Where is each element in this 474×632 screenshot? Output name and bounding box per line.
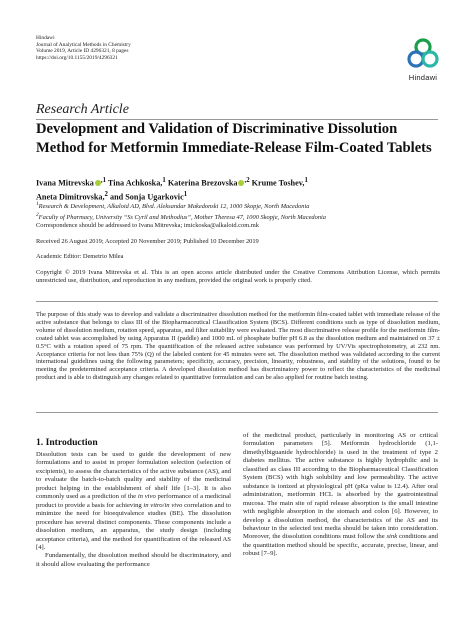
affiliation-item: $^2$Faculty of Pharmacy, University “Ss Cyril and Methodius”, Mother Theresa 47, 1000 Skopje, North Macedonia	[36, 212, 326, 222]
author-affil-mark: 1	[304, 177, 308, 184]
logo-wordmark: Hindawi	[408, 73, 438, 82]
author-affil-mark: ,2	[244, 177, 250, 184]
paragraph: Dissolution tests can be used to guide the development of new formulations and to assist in proper formulation selection (selection of excipients), to assess the characteristics of the active substance (AS), and to evaluate the batch-to-batch quality and stability of the medicinal product helping in the establishment of shelf life [1–3]. It is also commonly used as a prediction of the in vivo performance of a medicinal product to provide a basis for achieving in vitro/in vivo correlation and to minimize the need for bioequivalence studies (BE). The dissolution procedure has several distinct components. These components include a dissolution medium, an apparatus, the study design (including acceptance criteria), and the method for quantification of the released AS [4].	[36, 451, 232, 551]
article-title: Development and Validation of Discriminative Dissolution Method for Metformin Immediate-Release Film-Coated Tablets	[36, 121, 432, 156]
affiliation-item: $^1$Research & Development, Alkaloid AD, Blvd. Aleksandar Makedonski 12, 1000 Skopje, North Macedonia	[36, 201, 310, 211]
left-column	[36, 451, 231, 569]
author-name: and Sonja Ugarkovic	[107, 192, 184, 202]
author-affil-mark: 2	[104, 190, 108, 198]
paragraph: of the medicinal product, particularly in monitoring AS or critical formulation parameters [5]. Metformin hydrochloride (1,1-dimethylbiguanide hydrochloride) is used in the treatment of type 2 diabetes mellitus. The active substance is highly hydrophilic and is classified as class III according to the Biopharmaceutical Classification System (BCS) with high solubility and low permeability. The active substance is ionized at physiological pH (pKa value is 12.4). After oral administration, metformin HCL is absorbed by the gastrointestinal mucosa. The main site of rapid release absorption is the small intestine with negligible absorption in the stomach and colon [6]. However, to develop a dissolution method, the characteristics of the AS and its behaviour in the selected test media should be taken into consideration. Moreover, the dissolution conditions must follow the sink conditions and the quantitation method should be specific, accurate, precise, linear, and robust [7–9].	[243, 432, 439, 558]
journal-name: Journal of Analytical Methods in Chemistry	[36, 41, 131, 48]
abstract-top-divider	[36, 301, 438, 302]
author-name: Ivana Mitrevska	[36, 178, 94, 188]
volume-info: Volume 2019, Article ID 4296321, 8 pages	[36, 48, 129, 55]
article-type: Research Article	[36, 102, 129, 117]
hindawi-logo-icon	[405, 36, 441, 72]
abstract: The purpose of this study was to develop and validate a discriminative dissolution method for the metformin film-coated tablet with immediate release of the active substance that belongs to class III of the Biopharmaceutical Classification System (BCS). Different conditions such as type of dissolution medium, volume of dissolution medium, rotation speed, apparatus, and filter suitability were evaluated. The most discriminative release profile for the metformin film-coated tablet was accomplished by using Apparatus II (paddle) and 1000 mL of phosphate buffer pH 6.8 as the dissolution medium and maintained on 37 ± 0.5°C with a rotation speed of 75 rpm. The quantification of the released active substance was performed by UV/Vis spectrophotometry, at 232 nm. Acceptance criteria for not less than 75% (Q) of the labeled content for 45 minutes were set. The dissolution method was validated according to the current international guidelines using the following parameters; specificity, accuracy, precision, linearity, robustness, and stability of the solutions, found to be meeting the predetermined acceptance criteria. A developed dissolution method has discriminatory power to reflect the characteristics of the medicinal product and is able to distinguish any changes related to quantitative formulation and can be also applied for routine batch testing.	[36, 311, 440, 382]
right-column	[243, 432, 438, 559]
author-affil-mark: 1	[162, 177, 166, 184]
author-name: Katerina Brezovska	[165, 178, 238, 188]
correspondence: Correspondence should be addressed to Ivana Mitrevska; imickoska@alkaloid.com.mk	[36, 222, 259, 229]
author-affil-mark: 1	[183, 190, 188, 198]
abstract-bottom-divider	[36, 412, 438, 413]
hindawi-logo	[400, 36, 446, 82]
paragraph: Fundamentally, the dissolution method should be discriminatory, and it should allow evaluating the performance	[36, 552, 231, 568]
author-name: Tina Achkoska,	[105, 178, 163, 188]
author-name: Krume Toshev,	[249, 178, 305, 188]
copyright-notice: Copyright © 2019 Ivana Mitrevska et al. This is an open access article distributed under the Creative Commons Attribution License, which permits unrestricted use, distribution, and reproduction in any medium, provided the original work is properly cited.	[36, 269, 440, 284]
publisher-name: Hindawi	[36, 35, 55, 41]
academic-editor: Academic Editor: Demetrio Milea	[36, 253, 124, 260]
section-heading: 1. Introduction	[36, 437, 98, 448]
author-affil-mark: ,1	[100, 177, 106, 184]
journal-info	[36, 35, 131, 61]
author-list	[36, 175, 440, 202]
affiliations	[36, 200, 440, 222]
author-name: Aneta Dimitrovska,	[36, 192, 105, 202]
publication-dates: Received 26 August 2019; Accepted 20 November 2019; Published 10 December 2019	[36, 238, 259, 245]
doi-link[interactable]: https://doi.org/10.1155/2019/4296321	[36, 54, 118, 61]
